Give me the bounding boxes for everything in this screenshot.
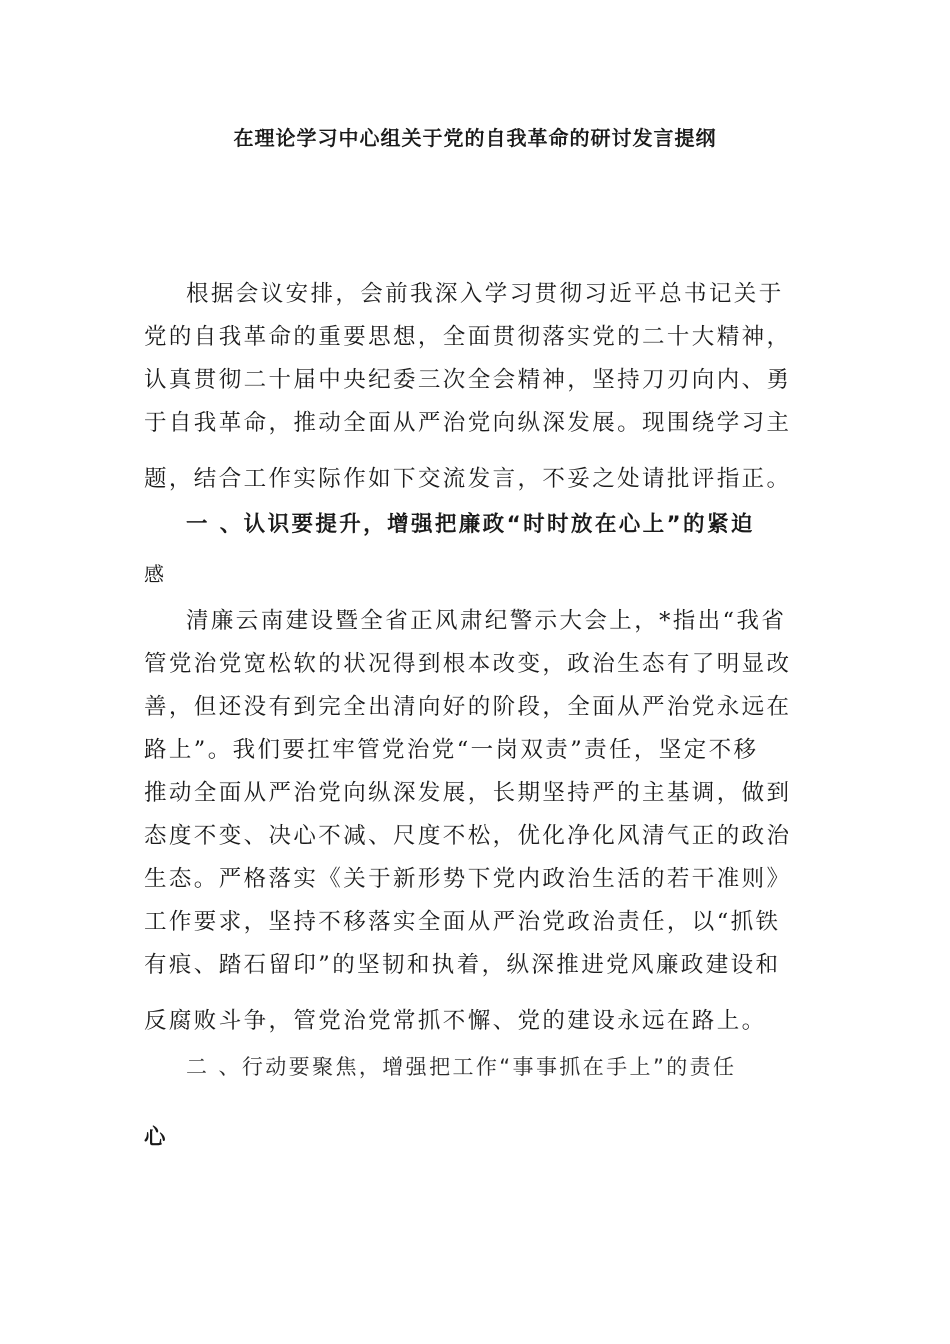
body-line: 管党治党宽松软的状况得到根本改变，政治生态有了明显改 [144,651,792,677]
section-heading-1-continuation: 感 [144,562,167,586]
intro-line: 认真贯彻二十届中央纪委三次全会精神，坚持刀刃向内、勇 [144,367,792,393]
intro-line: 根据会议安排，会前我深入学习贯彻习近平总书记关于 [186,281,784,307]
body-line: 工作要求，坚持不移落实全面从严治党政治责任，以“抓铁 [144,909,781,935]
section-heading-1: 一 、认识要提升，增强把廉政“时时放在心上”的紧迫 [186,512,755,537]
body-line: 反腐败斗争，管党治党常抓不懈、党的建设永远在路上。 [144,1008,767,1034]
intro-line: 题，结合工作实际作如下交流发言，不妥之处请批评指正。 [144,466,792,492]
section-heading-2: 二 、行动要聚焦，增强把工作“事事抓在手上”的责任 [186,1055,737,1079]
body-line: 有痕、踏石留印”的坚韧和执着，纵深推进党风廉政建设和 [144,952,781,978]
body-line: 路上”。我们要扛牢管党治党“一岗双责”责任，坚定不移 [144,737,759,763]
intro-line: 于自我革命，推动全面从严治党向纵深发展。现围绕学习主 [144,410,792,436]
body-line: 清廉云南建设暨全省正风肃纪警示大会上，*指出“我省 [186,608,787,634]
body-line: 生态。严格落实《关于新形势下党内政治生活的若干准则》 [144,866,792,892]
document-title: 在理论学习中心组关于党的自我革命的研讨发言提纲 [233,126,717,150]
body-line: 态度不变、决心不减、尺度不松，优化净化风清气正的政治 [144,823,792,849]
body-line: 善，但还没有到完全出清向好的阶段，全面从严治党永远在 [144,694,792,720]
body-line: 推动全面从严治党向纵深发展，长期坚持严的主基调，做到 [144,780,792,806]
section-heading-2-continuation: 心 [144,1125,168,1150]
intro-line: 党的自我革命的重要思想，全面贯彻落实党的二十大精神， [144,324,792,350]
